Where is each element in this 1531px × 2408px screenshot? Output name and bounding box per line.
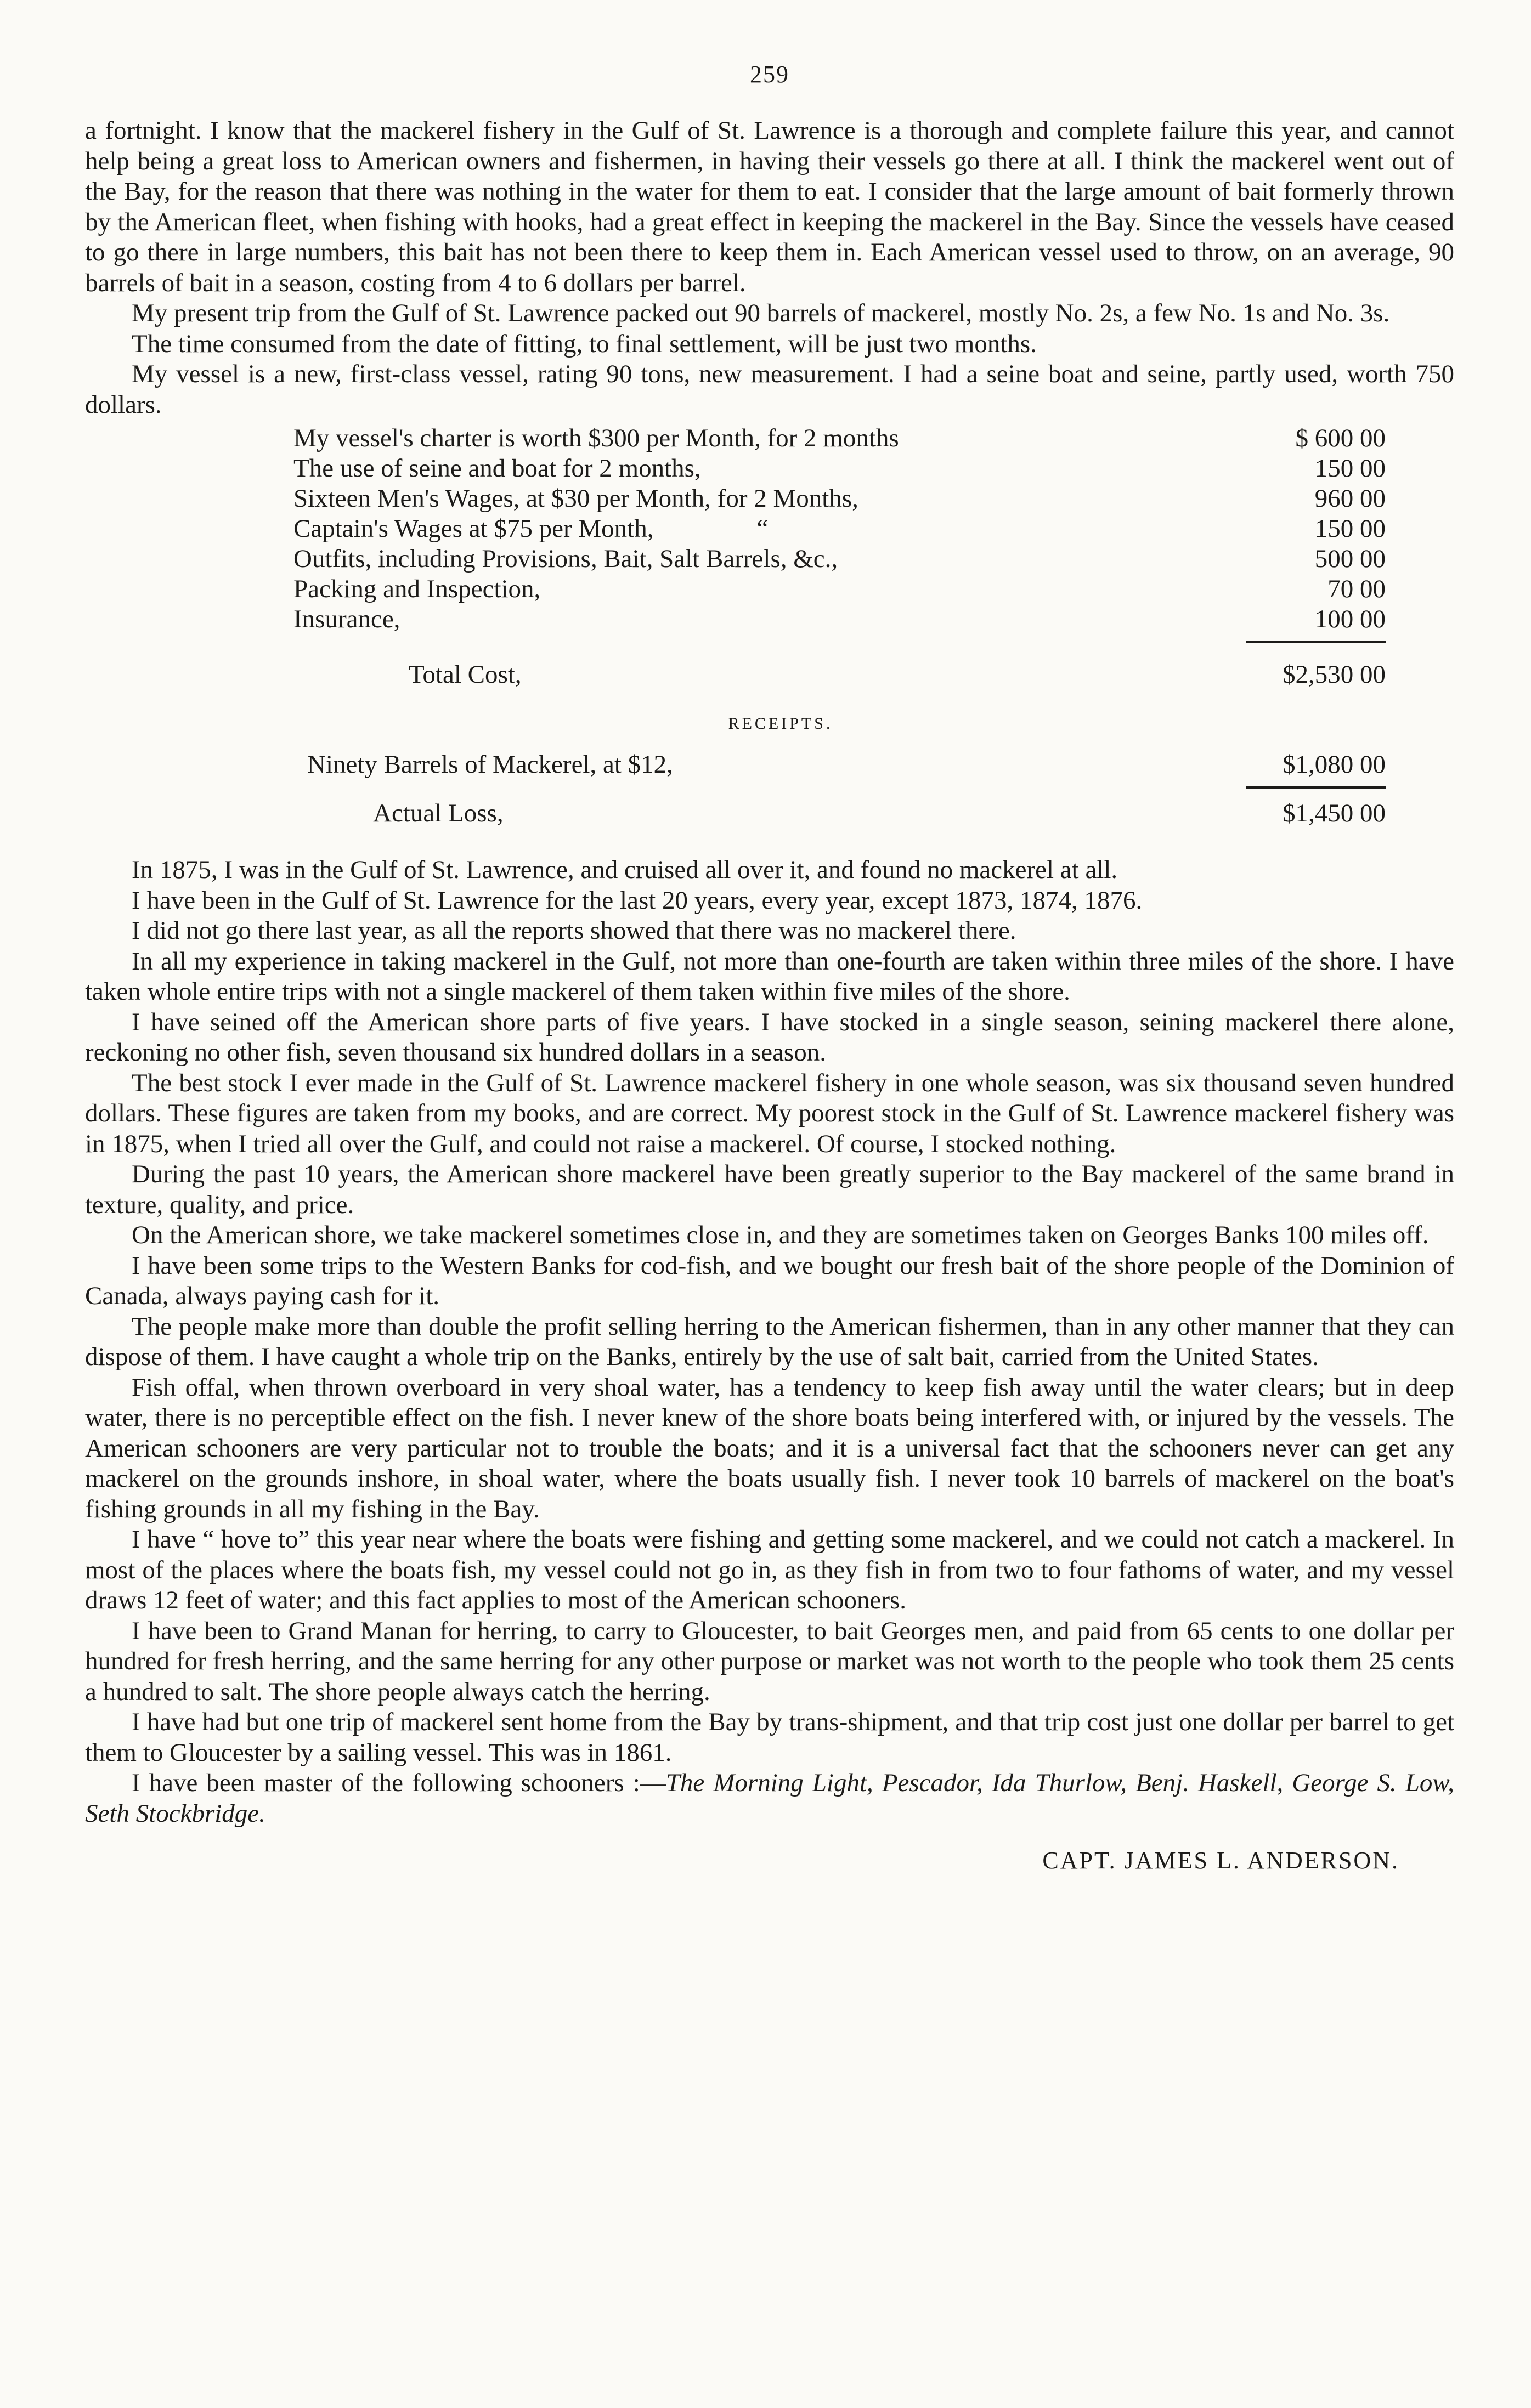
paragraph: I have “ hove to” this year near where the boats were fishing and getting some mackerel, and we could not catch a mackerel. In most of the places where the boats fish, my vessel could not go in, as they fish in from two to four fathoms of water, and my vessel draws 12 feet of water; and this fact applies to most of the American schooners. <box>85 1525 1454 1614</box>
paragraph: The people make more than double the profit selling herring to the American fishermen, than in any other manner that they can dispose of them. I have caught a whole trip on the Banks, entirely by the use of salt bait, carried from the United States. <box>85 1312 1454 1371</box>
receipt-amount: $1,080 00 <box>1283 750 1386 779</box>
paragraph: a fortnight. I know that the mackerel fishery in the Gulf of St. Lawrence is a thorough and complete failure this year, and cannot help being a great loss to American owners and fishermen, in having their vessels go there at all. I think the mackerel went out of the Bay, for the reason that there was nothing in the water for them to eat. I consider that the large amount of bait formerly thrown by the American fleet, when fishing with hooks, had a great effect in keeping the mackerel in the Bay. Since the vessels have ceased to go there in large numbers, this bait has not been there to keep them in. Each American vessel used to throw, on an average, 90 barrels of bait in a season, costing from 4 to 6 dollars per barrel. <box>85 116 1454 297</box>
ledger-row <box>85 423 1454 454</box>
testimony-continued <box>85 855 1454 1829</box>
ledger-rule <box>85 780 1454 789</box>
ledger-item-amount: $ 600 00 <box>1295 424 1386 452</box>
paragraph: I have had but one trip of mackerel sent home from the Bay by trans-shipment, and that trip cost just one dollar per barrel to get them to Gloucester by a sailing vessel. This was in 1861. <box>85 1708 1454 1767</box>
schooner-names: The Morning Light, Pescador, Ida Thurlow, Benj. Haskell, George S. Low, Seth Stockbridge. <box>85 1769 1454 1828</box>
ledger-item-amount: 960 00 <box>1314 484 1386 513</box>
page-number: 259 <box>750 61 789 88</box>
cost-ledger <box>85 423 1454 829</box>
receipts-heading: RECEIPTS. <box>728 715 833 733</box>
paragraph: During the past 10 years, the American shore mackerel have been greatly superior to the Bay mackerel of the same brand in texture, quality, and price. <box>85 1160 1454 1219</box>
loss-label: Actual Loss, <box>373 799 504 828</box>
ledger-rule <box>85 634 1454 643</box>
loss-amount: $1,450 00 <box>1283 799 1386 828</box>
closing-intro: I have been master of the following schooners :— <box>132 1769 666 1797</box>
paragraph: In 1875, I was in the Gulf of St. Lawrence, and cruised all over it, and found no mackerel at all. <box>132 855 1118 884</box>
ledger-item-amount: 100 00 <box>1314 605 1386 633</box>
ledger-item-amount: 150 00 <box>1314 514 1386 543</box>
paragraph: I have been in the Gulf of St. Lawrence for the last 20 years, every year, except 1873, 1874, 1876. <box>132 886 1143 915</box>
ledger-row <box>85 574 1454 604</box>
paragraph: I did not go there last year, as all the reports showed that there was no mackerel there. <box>132 916 1016 945</box>
signature: CAPT. JAMES L. ANDERSON. <box>1042 1847 1399 1874</box>
ledger-item-desc: Captain's Wages at $75 per Month, “ <box>293 514 769 543</box>
ledger-item-desc: Insurance, <box>293 605 400 633</box>
total-label: Total Cost, <box>409 660 522 689</box>
ledger-item-desc: Packing and Inspection, <box>293 575 541 603</box>
ledger-item-amount: 70 00 <box>1327 575 1386 603</box>
loss-row <box>85 798 1454 829</box>
ledger-item-amount: 500 00 <box>1314 545 1386 573</box>
ledger-row <box>85 544 1454 574</box>
ledger-item-desc: Sixteen Men's Wages, at $30 per Month, for 2 Months, <box>293 484 858 513</box>
paragraph: On the American shore, we take mackerel sometimes close in, and they are sometimes taken on Georges Banks 100 miles off. <box>132 1221 1429 1249</box>
ledger-row <box>85 514 1454 544</box>
ledger-row <box>85 604 1454 634</box>
total-amount: $2,530 00 <box>1283 660 1386 689</box>
ledger-total-row <box>85 660 1454 690</box>
paragraph: My vessel is a new, first-class vessel, rating 90 tons, new measurement. I had a seine boat and seine, partly used, worth 750 dollars. <box>85 360 1454 419</box>
paragraph: Fish offal, when thrown overboard in very shoal water, has a tendency to keep fish away until the water clears; but in deep water, there is no perceptible effect on the fish. I never knew of the shore boats being interfered with, or injured by the vessels. The American schooners are very particular not to trouble the boats; and it is a universal fact that the schooners never can get any mackerel on the grounds inshore, in shoal water, where the boats usually fish. I never took 10 barrels of mackerel on the boat's fishing grounds in all my fishing in the Bay. <box>85 1373 1454 1523</box>
ledger-row <box>85 484 1454 514</box>
paragraph: I have seined off the American shore parts of five years. I have stocked in a single season, seining mackerel there alone, reckoning no other fish, seven thousand six hundred dollars in a season. <box>85 1007 1454 1067</box>
paragraph: My present trip from the Gulf of St. Lawrence packed out 90 barrels of mackerel, mostly No. 2s, a few No. 1s and No. 3s. <box>132 299 1390 327</box>
ledger-row <box>85 454 1454 484</box>
paragraph: In all my experience in taking mackerel in the Gulf, not more than one-fourth are taken within three miles of the shore. I have taken whole entire trips with not a single mackerel of them taken within five miles of the shore. <box>85 947 1454 1006</box>
ledger-item-desc: My vessel's charter is worth $300 per Month, for 2 months <box>293 424 899 452</box>
ledger-item-amount: 150 00 <box>1314 454 1386 483</box>
receipt-label: Ninety Barrels of Mackerel, at $12, <box>307 750 673 779</box>
document-body <box>85 116 1454 1876</box>
ledger-item-desc: The use of seine and boat for 2 months, <box>293 454 701 483</box>
paragraph: The best stock I ever made in the Gulf of St. Lawrence mackerel fishery in one whole season, was six thousand seven hundred dollars. These figures are taken from my books, and are correct. My poorest stock in the Gulf of St. Lawrence mackerel fishery was in 1875, when I tried all over the Gulf, and could not raise a mackerel. Of course, I stocked nothing. <box>85 1068 1454 1158</box>
closing-paragraph <box>85 1768 1454 1829</box>
receipt-row <box>85 750 1454 780</box>
ledger-item-desc: Outfits, including Provisions, Bait, Salt Barrels, &c., <box>293 545 838 573</box>
paragraph: I have been to Grand Manan for herring, to carry to Gloucester, to bait Georges men, and paid from 65 cents to one dollar per hundred for fresh herring, and the same herring for any other purpose or market was not worth to the people who took them 25 cents a hundred to salt. The shore people always catch the herring. <box>85 1616 1454 1706</box>
paragraph: I have been some trips to the Western Banks for cod-fish, and we bought our fresh bait of the shore people of the Dominion of Canada, always paying cash for it. <box>85 1251 1454 1310</box>
paragraph: The time consumed from the date of fitting, to final settlement, will be just two months. <box>132 329 1037 358</box>
